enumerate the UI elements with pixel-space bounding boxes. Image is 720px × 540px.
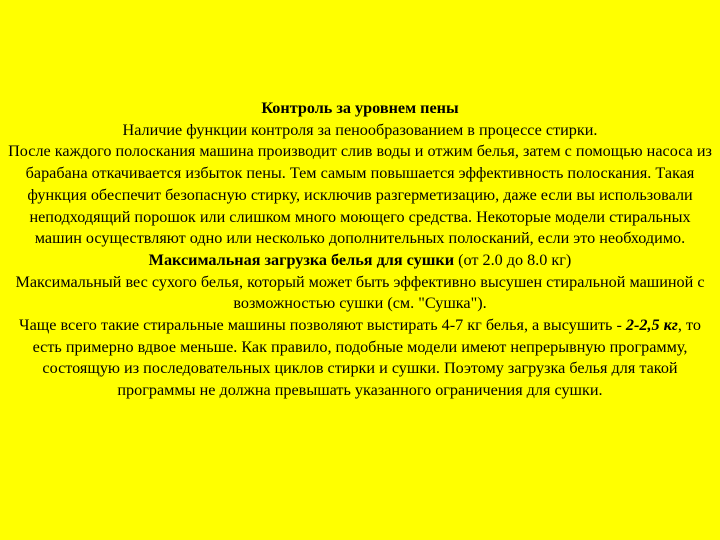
foam-control-paragraph: После каждого полоскания машина производит слив воды и отжим белья, затем с помощью насоса из барабана откачивается избыток пены. Тем самым повышается эффективность полоскания. Такая функция обеспечит безопасную стирку, исключив разгерметизацию, даже если вы использовали неподходящий порошок или слишком много моющего средства. Некоторые модели стиральных машин осуществляют одно или несколько дополнительных полосканий, если это необходимо.	[8, 142, 712, 248]
slide-text-block	[4, 98, 716, 402]
dry-load-text-after: , то есть примерно вдвое меньше. Как правило, подобные модели имеют непрерывную программу, состоящую из последовательных циклов стирки и сушки. Поэтому загрузка белья для такой программы не должна превышать указанного ограничения для сушки.	[32, 316, 701, 400]
foam-control-summary: Наличие функции контроля за пенообразованием в процессе стирки.	[122, 120, 598, 139]
max-dry-load-paragraph: Максимальный вес сухого белья, который может быть эффективно высушен стиральной машиной с возможностью сушки (см. "Сушка").	[15, 272, 705, 313]
dry-load-text-before: Чаще всего такие стиральные машины позволяют выстирать 4-7 кг белья, а высушить -	[19, 316, 626, 335]
heading-max-dry-load: Максимальная загрузка белья для сушки	[148, 250, 455, 269]
heading-foam-control: Контроль за уровнем пены	[261, 99, 459, 117]
max-dry-load-range: (от 2.0 до 8.0 кг)	[454, 250, 572, 269]
dry-load-emphasis: 2-2,5 кг	[625, 316, 678, 335]
